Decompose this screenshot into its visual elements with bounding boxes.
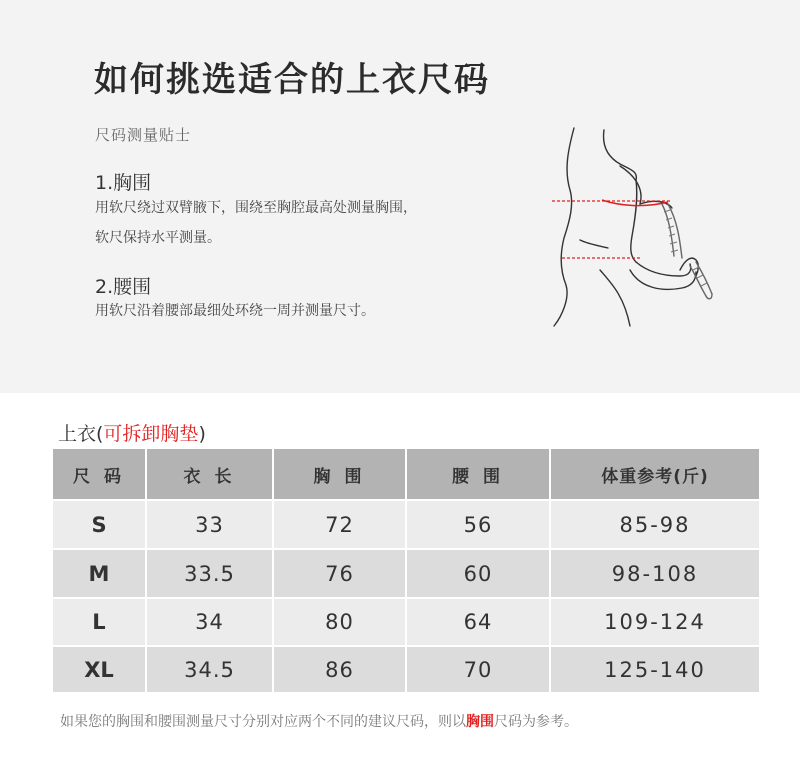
length-cell: 34 [146, 598, 273, 646]
size-cell: XL [53, 646, 146, 693]
header-size: 尺 码 [53, 449, 146, 500]
table-row [53, 646, 759, 693]
waist-cell: 70 [406, 646, 550, 693]
waist-cell: 56 [406, 500, 550, 549]
size-cell: S [53, 500, 146, 549]
weight-cell: 125-140 [550, 646, 759, 693]
tips-subtitle: 尺码测量贴士 [95, 126, 192, 144]
chest-instruction-line: 软尺保持水平测量。 [95, 230, 221, 246]
size-advice-note [60, 711, 578, 731]
chest-cell: 72 [273, 500, 406, 549]
header-chest: 胸 围 [273, 449, 406, 500]
chest-cell: 86 [273, 646, 406, 693]
weight-cell: 98-108 [550, 549, 759, 598]
note-suffix: 尺码为参考。 [494, 714, 578, 730]
length-cell: 33 [146, 500, 273, 549]
note-chest-highlight: 胸围 [466, 714, 494, 730]
waist-section-title: 2.腰围 [95, 276, 152, 298]
waist-instructions [95, 296, 515, 326]
length-cell: 33.5 [146, 549, 273, 598]
header-weight: 体重参考(斤) [550, 449, 759, 500]
removable-pad-highlight: 可拆卸胸垫 [103, 423, 199, 445]
chest-cell: 80 [273, 598, 406, 646]
chest-section-title: 1.胸围 [95, 172, 152, 194]
weight-cell: 85-98 [550, 500, 759, 549]
size-table-title-prefix: 上衣( [58, 423, 104, 445]
table-row [53, 598, 759, 646]
table-row [53, 500, 759, 549]
size-chart-table [53, 449, 759, 694]
header-waist: 腰 围 [406, 449, 550, 500]
waist-cell: 64 [406, 598, 550, 646]
page-title: 如何挑选适合的上衣尺码 [94, 60, 490, 100]
chest-cell: 76 [273, 549, 406, 598]
chest-instruction-line: 用软尺绕过双臂腋下，围绕至胸腔最高处测量胸围， [95, 200, 417, 216]
size-table-title-suffix: ) [198, 423, 206, 445]
table-row [53, 549, 759, 598]
body-measurement-illustration [540, 120, 730, 335]
weight-cell: 109-124 [550, 598, 759, 646]
table-header-row [53, 449, 759, 500]
header-length: 衣 长 [146, 449, 273, 500]
waist-cell: 60 [406, 549, 550, 598]
size-cell: M [53, 549, 146, 598]
size-cell: L [53, 598, 146, 646]
chest-instructions [95, 193, 515, 253]
waist-instruction-line: 用软尺沿着腰部最细处环绕一周并测量尺寸。 [95, 303, 375, 319]
size-table-title [58, 419, 206, 446]
note-prefix: 如果您的胸围和腰围测量尺寸分别对应两个不同的建议尺码，则以 [60, 714, 466, 730]
length-cell: 34.5 [146, 646, 273, 693]
